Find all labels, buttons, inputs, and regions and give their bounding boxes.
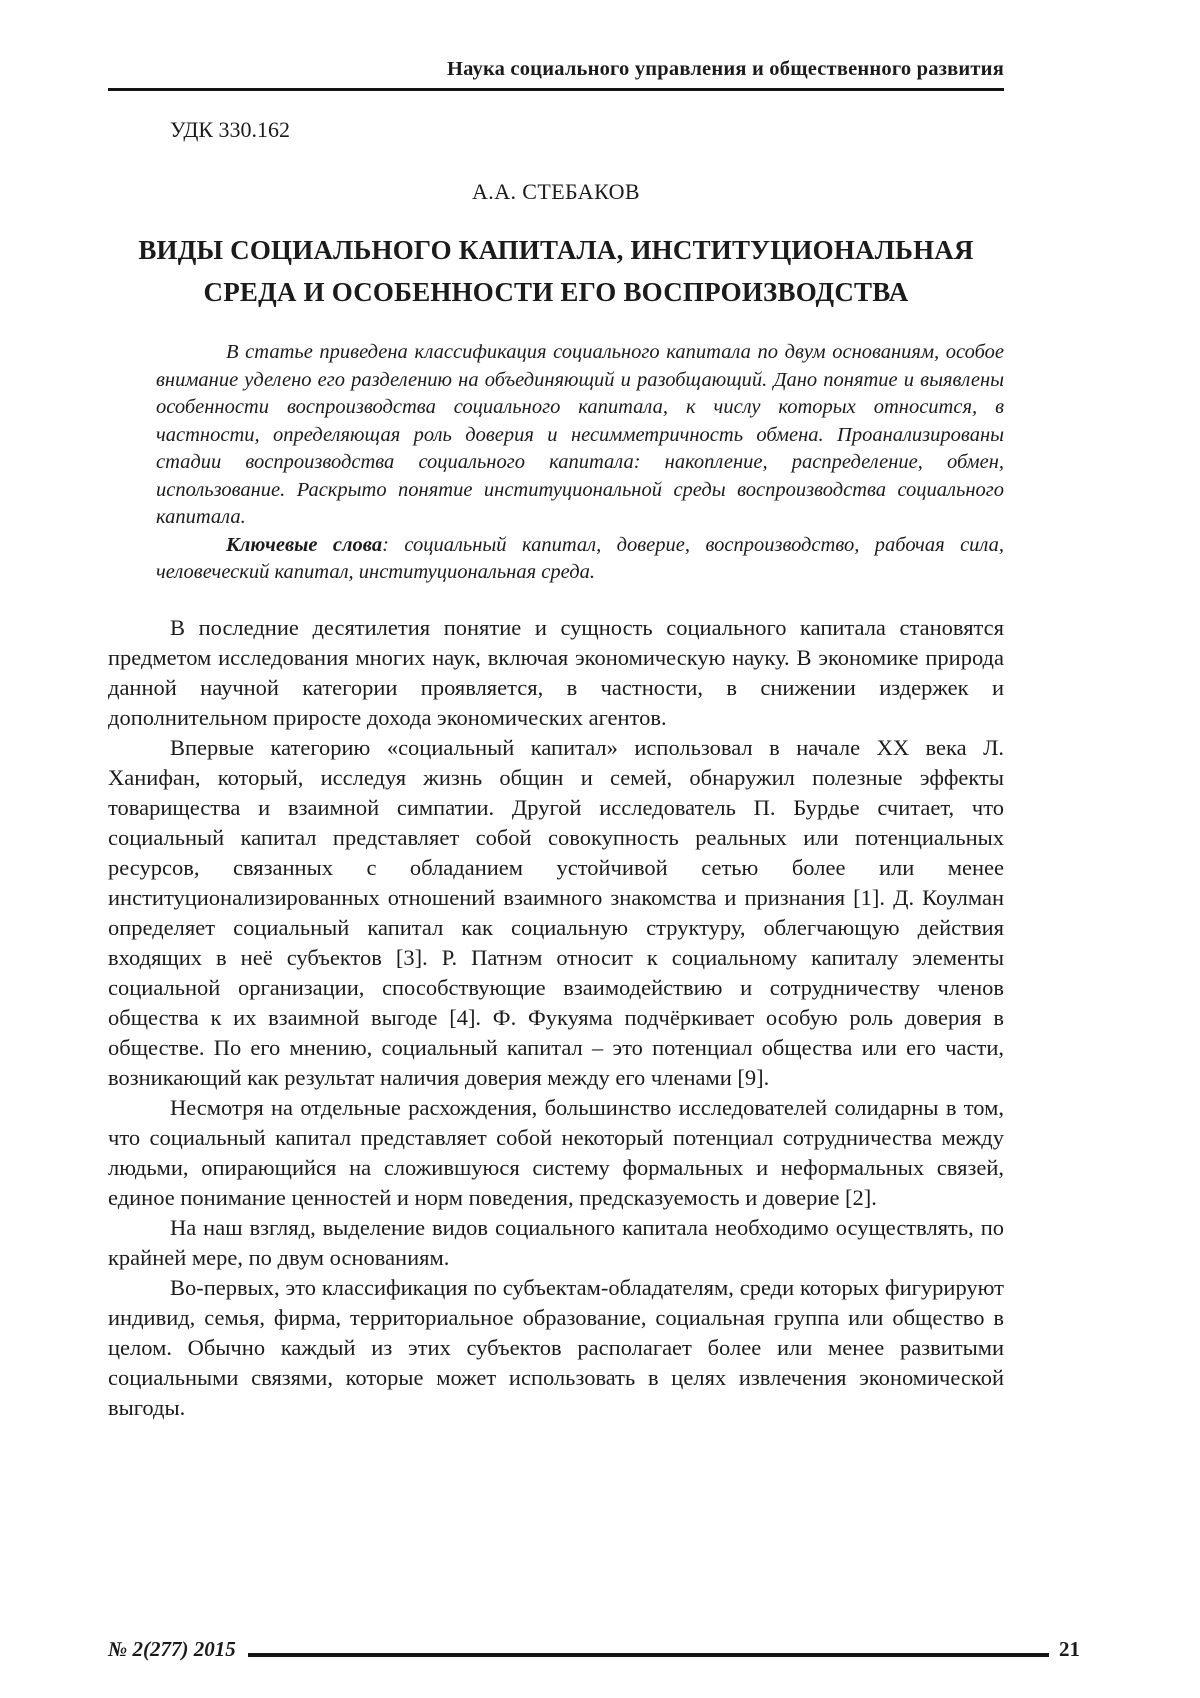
body-paragraph: Во-первых, это классификация по субъектам-обладателям, среди которых фигурируют индивид, семья, фирма, территориальное образование, социальная группа или общество в целом. Обычно каждый из этих субъектов располагает более или менее развитыми социальными связями, которые может использовать в целях извлечения экономической выгоды. xyxy=(108,1274,1004,1420)
page-footer xyxy=(108,1637,1080,1662)
author-name: А.А. СТЕБАКОВ xyxy=(472,179,640,204)
journal-header: Наука социального управления и общественного развития xyxy=(108,58,1004,91)
issue-label: № 2(277) 2015 xyxy=(108,1637,236,1661)
abstract-text: В статье приведена классификация социального капитала по двум основаниям, особое внимание уделено его разделению на объединяющий и разобщающий. Дано понятие и выявлены особенности воспроизводства социального капитала, к числу которых относится, в частности, определяющая роль доверия и несимметричность обмена. Проанализированы стадии воспроизводства социального капитала: накопление, распределение, обмен, использование. Раскрыто понятие институциональной среды воспроизводства социального капитала. xyxy=(156,341,1004,528)
page-number: 21 xyxy=(1059,1637,1080,1661)
body-paragraph: Впервые категорию «социальный капитал» использовал в начале XX века Л. Ханифан, который, исследуя жизнь общин и семей, обнаружил полезные эффекты товарищества и взаимной симпатии. Другой исследователь П. Бурдье считает, что социальный капитал представляет собой совокупность реальных или потенциальных ресурсов, связанных с обладанием устойчивой сетью более или менее институционализированных отношений взаимного знакомства и признания [1]. Д. Коулман определяет социальный капитал как социальную структуру, облегчающую действия входящих в неё субъектов [3]. Р. Патнэм относит к социальному капиталу элементы социальной организации, способствующие взаимодействию и сотрудничеству членов общества к их взаимной выгоде [4]. Ф. Фукуяма подчёркивает особую роль доверия в обществе. По его мнению, социальный капитал – это потенциал общества или его части, возникающий как результат наличия доверия между его членами [9]. xyxy=(108,734,1004,1090)
keywords-line xyxy=(156,532,1004,587)
body-paragraph: На наш взгляд, выделение видов социального капитала необходимо осуществлять, по крайней мере, по двум основаниям. xyxy=(108,1214,1004,1270)
article-body xyxy=(108,613,1004,1423)
body-paragraph: Несмотря на отдельные расхождения, большинство исследователей солидарны в том, что социальный капитал представляет собой некоторый потенциал сотрудничества между людьми, опирающийся на сложившуюся систему формальных и неформальных связей, единое понимание ценностей и норм поведения, предсказуемость и доверие [2]. xyxy=(108,1094,1004,1210)
keywords-label: Ключевые слова xyxy=(226,533,383,556)
keywords-text: : социальный капитал, доверие, воспроизводство, рабочая сила, человеческий капитал, институциональная среда. xyxy=(156,533,1004,583)
abstract-section xyxy=(156,339,1004,587)
body-paragraph: В последние десятилетия понятие и сущность социального капитала становятся предметом исследования многих наук, включая экономическую науку. В экономике природа данной научной категории проявляется, в частности, в снижении издержек и дополнительном приросте дохода экономических агентов. xyxy=(108,614,1004,730)
udc-label: УДК 330.162 xyxy=(170,117,291,142)
footer-rule xyxy=(248,1653,1049,1657)
article-title: ВИДЫ СОЦИАЛЬНОГО КАПИТАЛА, ИНСТИТУЦИОНАЛЬНАЯ СРЕДА И ОСОБЕННОСТИ ЕГО ВОСПРОИЗВОДСТВА xyxy=(138,235,974,307)
